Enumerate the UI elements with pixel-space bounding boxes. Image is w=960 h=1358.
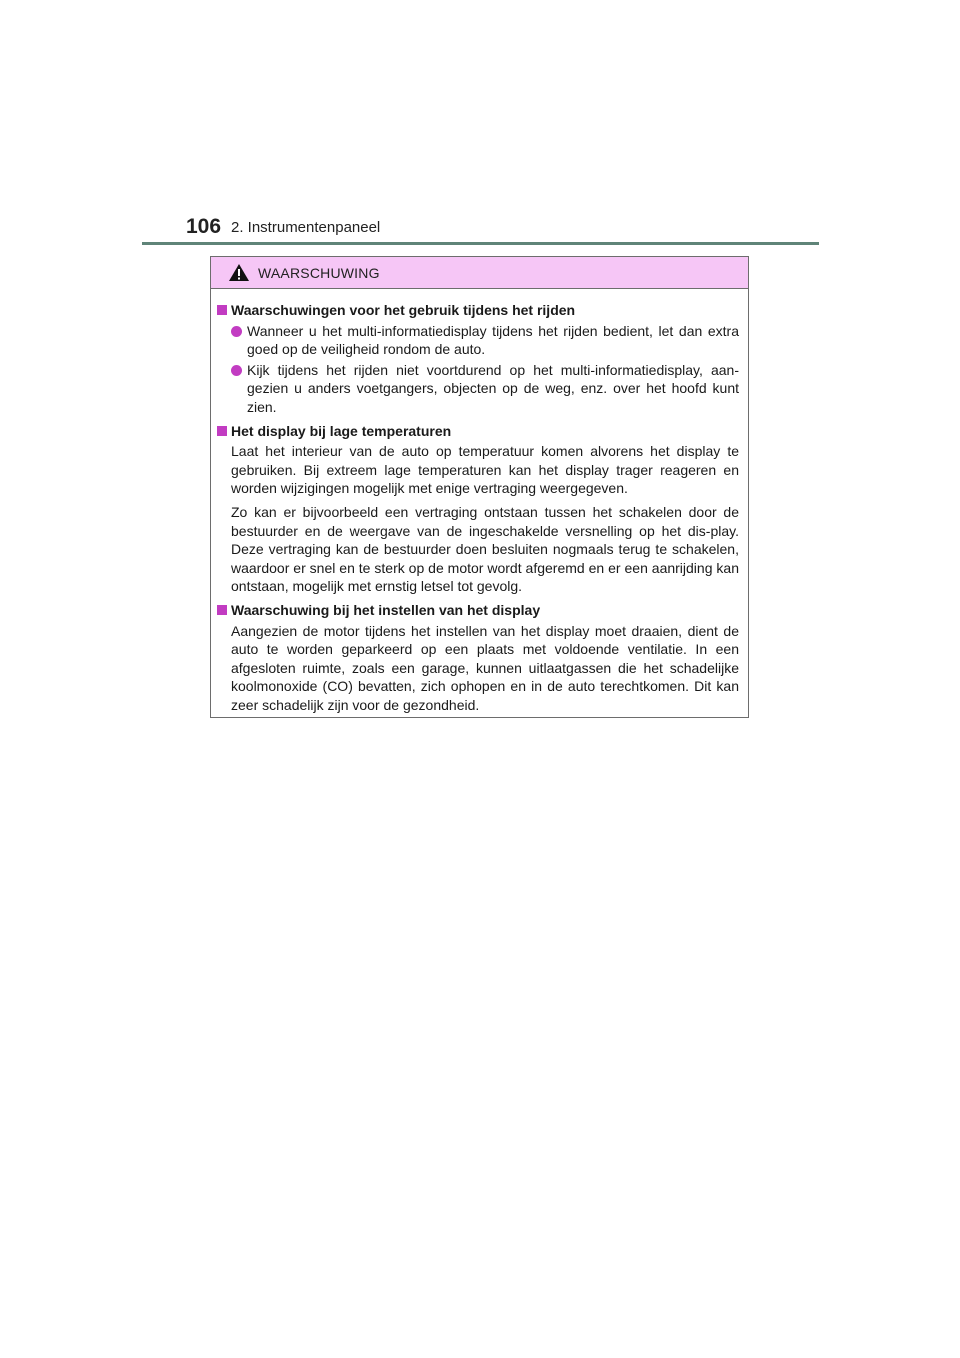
paragraph: Laat het interieur van de auto op temperatuur komen alvorens het display te gebruiken. Bij extreem lage temperaturen kan het display trager reageren en worden wijzigingen mogelijk met enige vertraging weergegeven. bbox=[231, 443, 739, 497]
bullet-text: Wanneer u het multi-informatiedisplay tijdens het rijden bedient, let dan extra goed op de veiligheid rondom de auto. bbox=[247, 322, 739, 358]
warning-triangle-icon bbox=[228, 263, 250, 282]
bullet-item bbox=[217, 361, 739, 417]
paragraph: Zo kan er bijvoorbeeld een vertraging ontstaan tussen het schakelen door de bestuurder en de weergave van de ingeschakelde versnelling op het dis-play. Deze vertraging kan de bestuurder doen besluiten nogmaals terug te schakelen, waardoor er snel en te sterk op de motor wordt afgeremd en er een aanrijding kan ontstaan, mogelijk met ernstig letsel tot gevolg. bbox=[231, 503, 739, 595]
section-heading bbox=[217, 601, 739, 620]
section-title: 2. Instrumentenpaneel bbox=[231, 219, 381, 236]
square-bullet-icon bbox=[217, 426, 227, 436]
square-bullet-icon bbox=[217, 305, 227, 315]
header-rule bbox=[142, 242, 819, 245]
round-bullet-icon bbox=[231, 326, 242, 337]
warning-section bbox=[217, 601, 739, 715]
page-number: 106 bbox=[186, 215, 222, 238]
warning-section bbox=[217, 422, 739, 596]
warning-section bbox=[217, 301, 739, 417]
square-bullet-icon bbox=[217, 605, 227, 615]
bullet-item bbox=[217, 322, 739, 359]
warning-header bbox=[211, 257, 748, 289]
warning-title: WAARSCHUWING bbox=[258, 264, 380, 281]
bullet-text: Kijk tijdens het rijden niet voortdurend op het multi-informatiedisplay, aan-gezien u anders voetgangers, objecten op de weg, enz. over het hoofd kunt zien. bbox=[247, 361, 739, 415]
section-heading-text: Waarschuwing bij het instellen van het display bbox=[231, 601, 541, 618]
warning-box bbox=[210, 256, 749, 718]
section-heading bbox=[217, 422, 739, 441]
section-heading-text: Waarschuwingen voor het gebruik tijdens het rijden bbox=[231, 302, 576, 318]
section-heading bbox=[217, 301, 739, 320]
warning-body bbox=[211, 289, 748, 714]
round-bullet-icon bbox=[231, 365, 242, 376]
paragraph: Aangezien de motor tijdens het instellen van het display moet draaien, dient de auto te worden geparkeerd op een plaats met voldoende ventilatie. In een afgesloten ruimte, zoals een garage, kunnen uitlaatgassen die het schadelijke koolmonoxide (CO) bevatten, zich ophopen en in de auto terechtkomen. Dit kan zeer schadelijk zijn voor de gezondheid. bbox=[231, 622, 739, 713]
section-heading-text: Het display bij lage temperaturen bbox=[231, 422, 452, 439]
